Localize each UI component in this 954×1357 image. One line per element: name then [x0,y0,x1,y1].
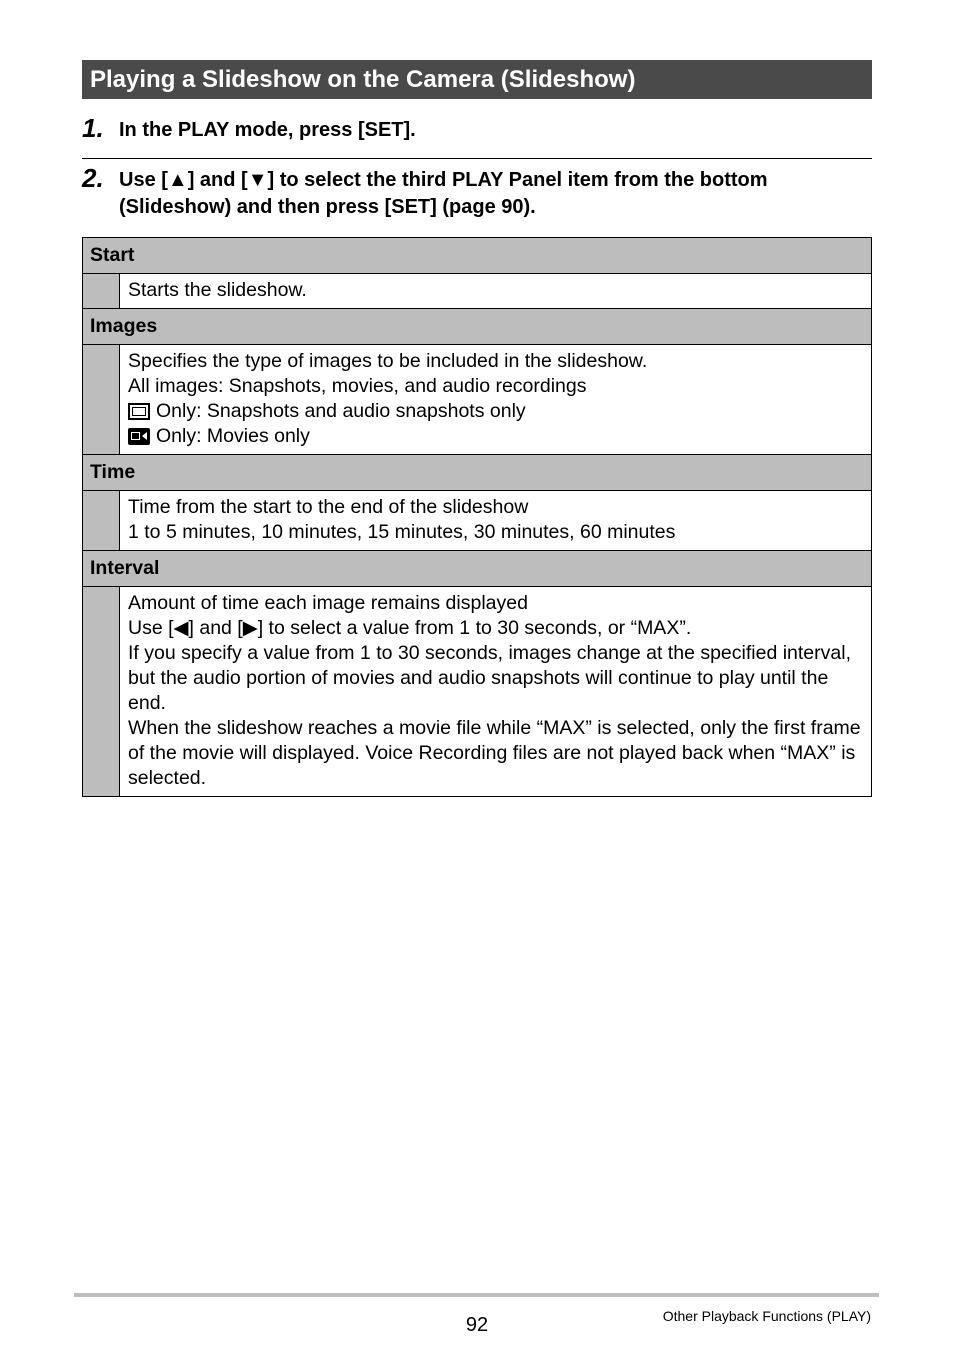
table-gutter [83,274,120,309]
description-line: 1 to 5 minutes, 10 minutes, 15 minutes, 30 minutes, 60 minutes [128,521,676,543]
description-line: Specifies the type of images to be included in the slideshow. [128,350,648,372]
option-description [120,587,872,797]
option-description-row [83,274,872,309]
option-description [120,345,872,455]
option-name: Interval [83,551,872,587]
option-description [120,491,872,551]
table-gutter [83,491,120,551]
description-line: Time from the start to the end of the slideshow [128,496,529,518]
section-title: Playing a Slideshow on the Camera (Slideshow) [82,60,872,99]
description-line: Use [◀] and [▶] to select a value from 1 to 30 seconds, or “MAX”. [128,617,692,639]
option-description [120,274,872,309]
option-header-row [83,455,872,491]
description-line [128,399,863,424]
option-name: Start [83,238,872,274]
footer-chapter-title: Other Playback Functions (PLAY) [662,1308,871,1324]
description-line: Starts the slideshow. [128,279,307,301]
page-number: 92 [465,1314,489,1336]
snapshot-icon [128,403,150,420]
footer-rule [74,1293,879,1297]
option-name: Time [83,455,872,491]
option-description-row [83,491,872,551]
step-divider [82,158,872,159]
option-description-row [83,345,872,455]
description-line: Amount of time each image remains displayed [128,592,528,614]
description-line: When the slideshow reaches a movie file while “MAX” is selected, only the first frame of the movie will displayed. Voice Recording files are not played back when “MAX” is selected. [128,717,861,789]
option-description-row [83,587,872,797]
description-line-text: Only: Movies only [156,425,310,447]
step-text: In the PLAY mode, press [SET]. [119,119,416,141]
option-header-row [83,551,872,587]
option-header-row [83,309,872,345]
slideshow-options-table [82,237,872,797]
table-gutter [83,345,120,455]
description-line-text: Only: Snapshots and audio snapshots only [156,400,526,422]
movie-icon [128,428,150,445]
step-number: 2. [82,163,104,193]
table-gutter [83,587,120,797]
option-name: Images [83,309,872,345]
description-line: If you specify a value from 1 to 30 seconds, images change at the specified interval, but the audio portion of movies and audio snapshots will continue to play until the end. [128,642,851,714]
option-header-row [83,238,872,274]
description-line: All images: Snapshots, movies, and audio recordings [128,375,587,397]
description-line [128,424,863,449]
step-number: 1. [82,113,104,143]
step-text: Use [▲] and [▼] to select the third PLAY Panel item from the bottom (Slideshow) and then press [SET] (page 90). [119,169,768,218]
